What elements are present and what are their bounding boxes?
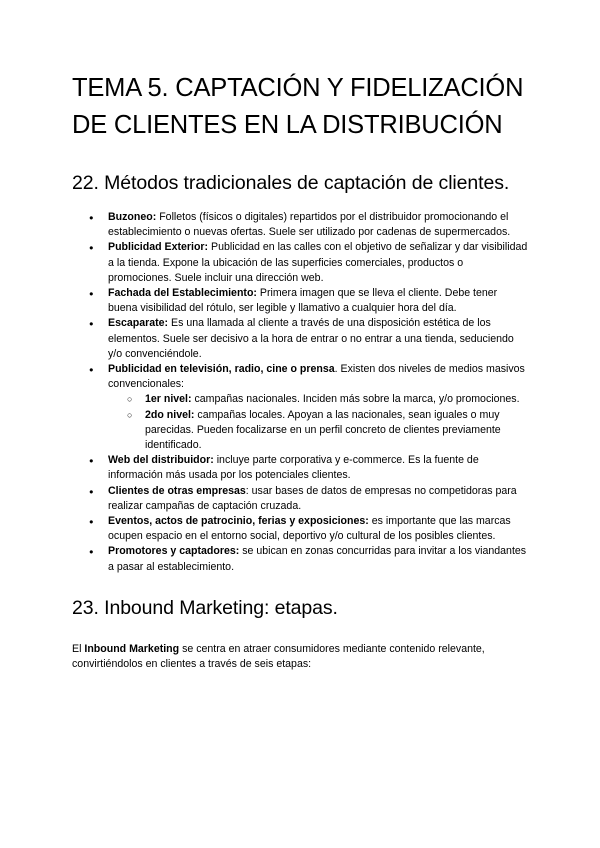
- item-term: Clientes de otras empresas: [108, 484, 246, 497]
- item-text: Primera imagen que se lleva el cliente. Debe tener buena visibilidad del rótulo, ser legible y llamativo a cualquier hora del día.: [108, 287, 498, 315]
- inbound-intro-paragraph: [72, 642, 528, 672]
- item-text: Folletos (físicos o digitales) repartidos por el distribuidor promocionando el establecimiento o nuevas ofertas. Suele ser utilizado por cadenas de supermercados.: [108, 211, 511, 239]
- item-term: Publicidad Exterior:: [108, 241, 209, 254]
- item-text: : usar bases de datos de empresas no competidoras para realizar campañas de captación cruzada.: [108, 484, 517, 512]
- sub-list-item: [145, 408, 528, 454]
- intro-term: Inbound Marketing: [84, 642, 180, 655]
- item-text: es importante que las marcas ocupen espacio en el entorno social, deportivo y/o cultural de los posibles clientes.: [108, 515, 511, 543]
- item-term: Publicidad en televisión, radio, cine o prensa: [108, 363, 335, 376]
- item-term: Escaparate:: [108, 317, 169, 330]
- sub-item-term: 1er nivel:: [145, 393, 192, 406]
- item-term: Buzoneo:: [108, 211, 157, 223]
- item-term: Fachada del Establecimiento:: [108, 287, 257, 300]
- list-item: [108, 210, 528, 240]
- item-text: . Existen dos niveles de medios masivos convencionales:: [108, 363, 525, 391]
- list-item: [108, 240, 528, 286]
- section-22-heading: 22. Métodos tradicionales de captación de clientes.: [72, 172, 510, 194]
- item-term: Web del distribuidor:: [108, 454, 214, 467]
- item-term: Eventos, actos de patrocinio, ferias y exposiciones:: [108, 515, 369, 528]
- sub-item-text: campañas nacionales. Inciden más sobre la marca, y/o promociones.: [191, 393, 520, 406]
- intro-text: se centra en atraer consumidores mediante contenido relevante, convirtiéndolos en clientes a través de seis etapas:: [72, 642, 485, 671]
- list-item: [108, 362, 528, 453]
- page-title: TEMA 5. CAPTACIÓN Y FIDELIZACIÓN DE CLIENTES EN LA DISTRIBUCIÓN: [72, 74, 524, 139]
- sub-item-text: campañas locales. Apoyan a las nacionales, sean iguales o muy parecidas. Pueden focalizarse en un perfil concreto de clientes previamente identificado.: [145, 408, 501, 452]
- item-text: Publicidad en las calles con el objetivo de señalizar y dar visibilidad a la tienda. Expone la ubicación de las superficies comerciales, productos o promociones. Suele incluir una dirección web.: [108, 241, 528, 284]
- list-item: [108, 514, 528, 544]
- list-item: [108, 453, 528, 483]
- methods-list: [72, 210, 528, 575]
- intro-prefix: El: [72, 642, 85, 655]
- item-text: Es una llamada al cliente a través de una disposición estética de los elementos. Suele ser decisivo a la hora de entrar o no entrar a una tienda, seduciendo y/o convenciéndole.: [108, 317, 514, 360]
- media-levels-list: [108, 392, 528, 453]
- item-text: incluye parte corporativa y e-commerce. Es la fuente de información más usada por los potenciales clientes.: [108, 454, 479, 482]
- sub-list-item: [145, 392, 528, 407]
- list-item: [108, 286, 528, 316]
- list-item: [108, 316, 528, 362]
- list-item: [108, 484, 528, 514]
- sub-item-term: 2do nivel:: [145, 408, 195, 421]
- section-23-heading: 23. Inbound Marketing: etapas.: [72, 596, 338, 619]
- item-text: se ubican en zonas concurridas para invitar a los viandantes a pasar al establecimiento.: [108, 545, 527, 573]
- list-item: [108, 544, 528, 574]
- item-term: Promotores y captadores:: [108, 545, 240, 558]
